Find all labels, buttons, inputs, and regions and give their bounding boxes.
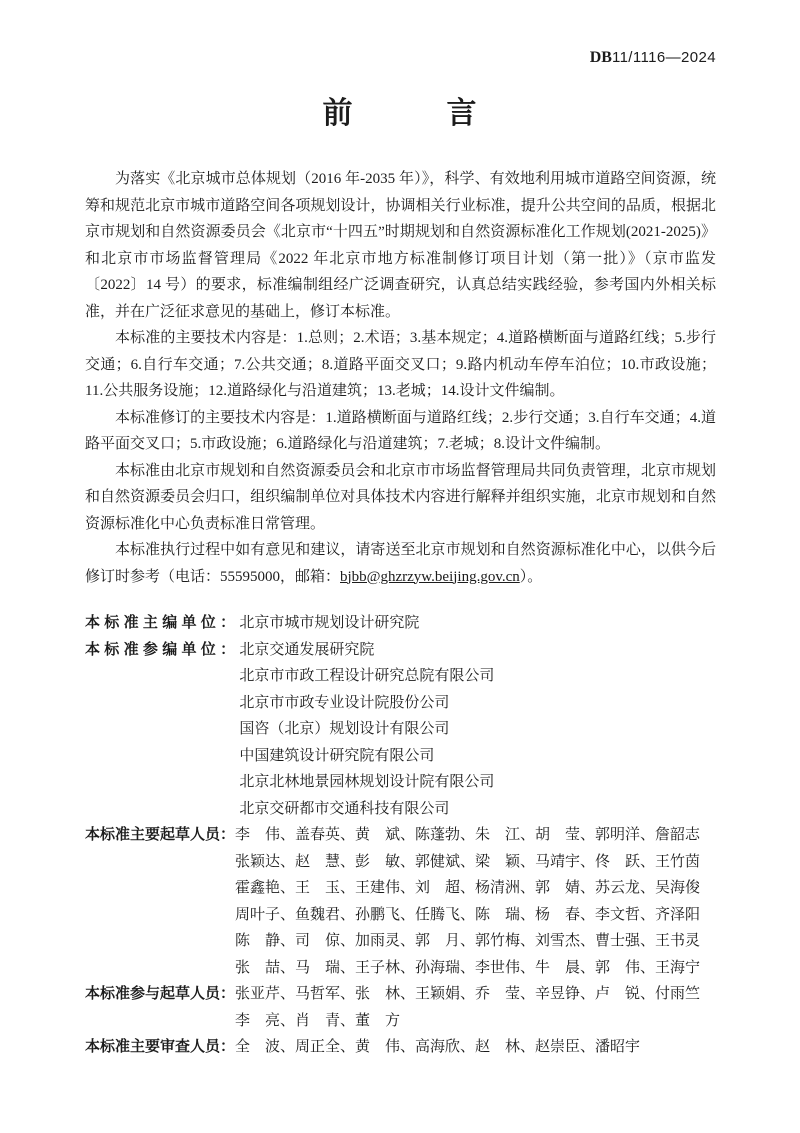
page-title: 前 言	[322, 97, 478, 130]
paragraph-main-contents: 本标准的主要技术内容是：1.总则；2.术语；3.基本规定；4.道路横断面与道路红线；5.步行交通；6.自行车交通；7.公共交通；8.道路平面交叉口；9.路内机动车停车泊位；10.市政设施；11.公共服务设施；12.道路绿化与沿道建筑；13.老城；14.设计文件编制。	[85, 330, 716, 399]
co-editor-unit: 北京交研都市交通科技有限公司	[239, 800, 450, 817]
co-editor-unit: 北京市市政专业设计院股份公司	[239, 694, 450, 711]
participating-drafters-names: 张亚芹、马哲军、张 林、王颖娟、乔 莹、辛昱铮、卢 锐、付雨竺	[235, 986, 701, 1002]
foreword-body	[85, 166, 716, 1061]
main-drafters-names: 张颖达、赵 慧、彭 敏、郭健斌、梁 颖、马靖宇、佟 跃、王竹茵	[235, 853, 701, 870]
main-drafters-names: 霍鑫艳、王 玉、王建伟、刘 超、杨清洲、郭 婧、苏云龙、吴海俊	[235, 880, 701, 896]
paragraph-revised-contents: 本标准修订的主要技术内容是：1.道路横断面与道路红线；2.步行交通；3.自行车交通；4.道路平面交叉口；5.市政设施；6.道路绿化与沿道建筑；7.老城；8.设计文件编制。	[85, 409, 716, 452]
main-drafters-label: 本标准主要起草人员：	[85, 827, 236, 843]
email-link[interactable]: bjbb@ghzrzyw.beijing.gov.cn	[340, 568, 520, 585]
doc-number	[85, 48, 716, 68]
co-editor-unit: 北京市市政工程设计研究总院有限公司	[239, 668, 495, 684]
co-editor-unit: 中国建筑设计研究院有限公司	[239, 747, 435, 764]
co-editor-unit: 北京交通发展研究院	[239, 641, 375, 658]
main-drafters-row	[85, 822, 716, 981]
paragraph-management: 本标准由北京市规划和自然资源委员会和北京市市场监督管理局共同负责管理，北京市规划和自然资源委员会归口，组织编制单位对具体技术内容进行解释并组织实施，北京市规划和自然资源标准化中心负责标准日常管理。	[85, 462, 716, 532]
reviewers-label: 本标准主要审查人员：	[85, 1039, 236, 1055]
reviewers-row	[85, 1034, 716, 1061]
doc-number-prefix: DB	[589, 49, 612, 66]
chief-editor-unit-label: 本标准主编单位：	[85, 615, 240, 631]
main-drafters-names: 李 伟、盖春英、黄 斌、陈蓬勃、朱 江、胡 莹、郭明洋、詹韶志	[235, 827, 701, 843]
feedback-text-after: ）。	[519, 568, 543, 585]
paragraph-feedback	[85, 537, 716, 590]
participating-drafters-names: 李 亮、肖 青、董 方	[235, 1012, 401, 1029]
credits-sections	[85, 610, 716, 1061]
co-editor-units-label: 本标准参编单位：	[85, 641, 240, 658]
paragraph-purpose: 为落实《北京城市总体规划（2016 年-2035 年）》，科学、有效地利用城市道路空间资源，统筹和规范北京市城市道路空间各项规划设计，协调相关行业标准，提升公共空间的品质，根据北京市规划和自然资源委员会《北京市“十四五”时期规划和自然资源标准化工作规划(2021-2025)》和北京市市场监督管理局《2022 年北京市地方标准制修订项目计划（第一批）》（京市监发〔2022〕14 号）的要求，标准编制组经广泛调查研究，认真总结实践经验，参考国内外相关标准，并在广泛征求意见的基础上，修订本标准。	[85, 171, 716, 320]
main-drafters-names: 陈 静、司 倞、加雨灵、郭 月、郭竹梅、刘雪杰、曹士强、王书灵	[235, 933, 701, 949]
co-editor-units-row	[85, 637, 716, 823]
doc-number-rest: 11/1116—2024	[611, 49, 716, 66]
reviewers-names: 全 波、周正全、黄 伟、高海欣、赵 林、赵崇臣、潘昭宇	[235, 1039, 641, 1055]
participating-drafters-row	[85, 981, 716, 1034]
feedback-text-before: 本标准执行过程中如有意见和建议，请寄送至北京市规划和自然资源标准化中心，以供今后修订时参考（电话：55595000，邮箱：	[85, 542, 716, 585]
co-editor-unit: 国咨（北京）规划设计有限公司	[239, 721, 450, 737]
main-drafters-names: 周叶子、鱼魏君、孙鹏飞、任腾飞、陈 瑞、杨 春、李文哲、齐泽阳	[235, 906, 701, 923]
participating-drafters-label: 本标准参与起草人员：	[85, 986, 236, 1002]
main-drafters-names: 张 喆、马 瑞、王子林、孙海瑞、李世伟、牛 晨、郭 伟、王海宁	[235, 959, 701, 976]
chief-editor-unit: 北京市城市规划设计研究院	[239, 615, 420, 631]
chief-editor-unit-row	[85, 610, 716, 637]
co-editor-unit: 北京北林地景园林规划设计院有限公司	[239, 774, 495, 790]
